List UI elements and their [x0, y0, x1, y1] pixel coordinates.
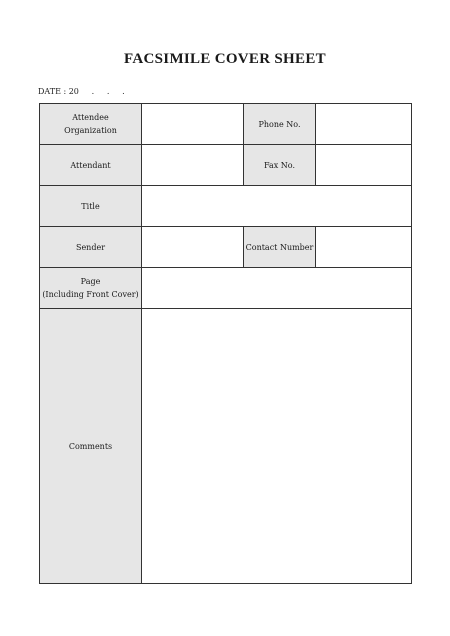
contact-number-label: Contact Number	[244, 227, 316, 268]
sender-label: Sender	[40, 227, 142, 268]
row-attendee-organization	[40, 104, 412, 145]
page-title: FACSIMILE COVER SHEET	[124, 51, 326, 67]
row-attendant	[40, 145, 412, 186]
phone-field[interactable]	[316, 104, 412, 145]
attendee-organization-label	[40, 104, 142, 145]
comments-label: Comments	[40, 309, 142, 584]
fax-cover-form	[39, 103, 412, 584]
phone-label: Phone No.	[244, 104, 316, 145]
page-label	[40, 268, 142, 309]
title-label: Title	[40, 186, 142, 227]
sender-field[interactable]	[142, 227, 244, 268]
title-field[interactable]	[142, 186, 412, 227]
page-label-line-1: Page	[80, 277, 101, 286]
attendant-label: Attendant	[40, 145, 142, 186]
page-label-line-2: (Including Front Cover)	[42, 290, 139, 299]
attendant-field[interactable]	[142, 145, 244, 186]
contact-number-field[interactable]	[316, 227, 412, 268]
row-sender	[40, 227, 412, 268]
page-field[interactable]	[142, 268, 412, 309]
fax-label: Fax No.	[244, 145, 316, 186]
row-title	[40, 186, 412, 227]
row-page	[40, 268, 412, 309]
attendee-organization-field[interactable]	[142, 104, 244, 145]
comments-field[interactable]	[142, 309, 412, 584]
row-comments	[40, 309, 412, 584]
date-line: DATE : 20 . . .	[38, 87, 125, 96]
fax-field[interactable]	[316, 145, 412, 186]
attendee-label-line-1: Attendee	[72, 113, 109, 122]
attendee-label-line-2: Organization	[64, 126, 117, 135]
